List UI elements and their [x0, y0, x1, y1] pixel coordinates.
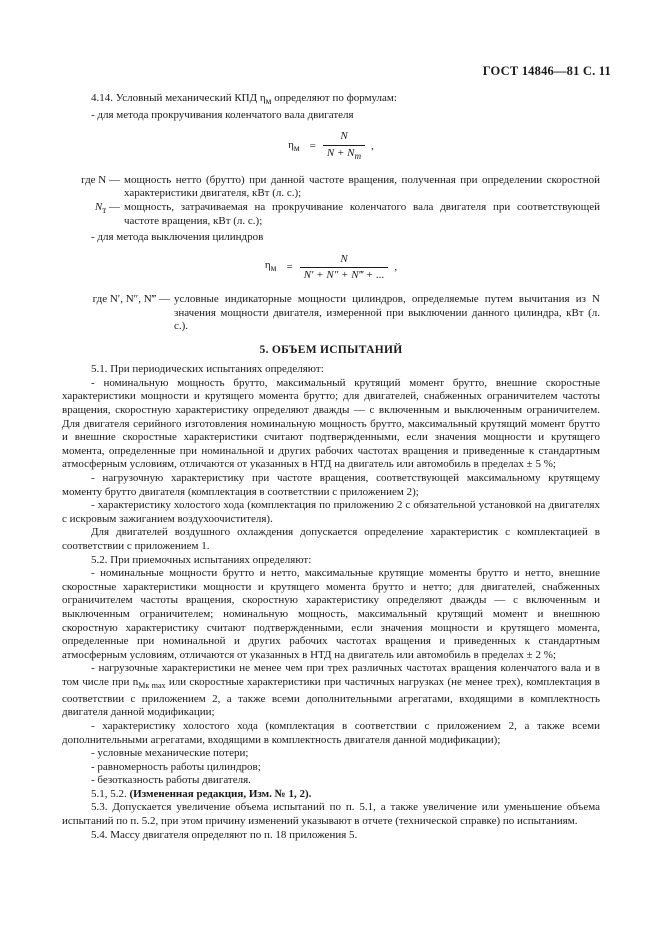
definition-Nt: $N_т$ — мощность, затрачиваемая на прокручивание коленчатого вала двигателя при соответствующей частоте вращения, кВт (л. с.); — [94, 200, 600, 227]
clause-5-1: 5.1. При периодических испытаниях определяют: — [91, 363, 324, 376]
clause-5-1-item-power: - номинальную мощность брутто, максимальный крутящий момент брутто, внешние скоростные характеристики мощности и крутящего момента брутто; для двигателей, снабженных ограничителем частоты вращения, скоростную характеристику определяют дважды — с включенным и выключенным ограничителем. Для двигателя серийного изготовления номинальную мощность брутто, максимальный крутящий момент брутто и внешние скоростные характеристики считают подтвержденными, если значения мощности и крутящего момента, определенные при номинальной и других рабочих частотах вращения и приведенные к стандартным атмосферным условиям, отличаются от указанных в НТД на двигатель или автомобиль в пределах ± 5 %; — [62, 376, 600, 471]
clause-5-2: 5.2. При приемочных испытаниях определяют: — [91, 553, 312, 566]
method-cylinders-item: - для метода выключения цилиндров — [91, 231, 264, 244]
clause-5-1-air-cooling: Для двигателей воздушного охлаждения допускается определение характеристик с комплектацией в соответствии с приложением 1. — [62, 526, 600, 552]
section-title: 5. ОБЪЕМ ИСПЫТАНИЙ — [259, 343, 403, 356]
definition-Ni: где N′, N″, N‴ — условные индикаторные мощности цилиндров, определяемые путем вычитания из N значения мощности двигателя, измеренной при выключении данного цилиндра, кВт (л. с.). — [92, 292, 600, 333]
definition-N: где N — мощность нетто (брутто) при данной частоте вращения, полученная при определении скоростной характеристики двигателя, кВт (л. с.); — [81, 173, 600, 200]
page-content — [62, 92, 600, 842]
clause-5-3: 5.3. Допускается увеличение объема испытаний по п. 5.1, а также увеличение или уменьшение объема испытаний по п. 5.2, при этом причину изменений указывают в отчете (технической справке) по испытаниям. — [62, 801, 600, 828]
clause-5-2-item-reliability: - безотказность работы двигателя. — [91, 774, 251, 787]
clause-5-2-item-load: - нагрузочные характеристики не менее чем при трех различных частотах вращения коленчатого вала и в том числе при $n_{Mк max}$ или скоростные характеристики при частичных нагрузках (не менее трех), комплектация в соответствии с приложением 2, а также всеми дополнительными агрегатами, входящими в комплектность двигателя данной модификации; — [62, 662, 600, 719]
clause-5-2-item-power: - номинальные мощности брутто и нетто, максимальные крутящие моменты брутто и нетто, внешние скоростные характеристики мощности и крутящего момента брутто и нетто; для двигателей, снабженных ограничителем частоты вращения, скоростную характеристику определяют дважды — с включенным и выключенным ограничителем; номинальную мощность, максимальный крутящий момент и внешнюю скоростную характеристику считают подтвержденными, если значения мощности и крутящего момента, определенные при номинальной и других рабочих частотах вращения и приведенных к стандартным атмосферным условиям, отличаются от указанных в НТД на двигатель или автомобиль в пределах ± 2 %; — [62, 567, 600, 661]
clause-5-2-item-losses: - условные механические потери; — [91, 747, 249, 760]
clause-5-1-item-load: - нагрузочную характеристику при частоте вращения, соответствующей максимальному крутящему моменту брутто двигателя (комплектация в соответствии с приложением 2); — [62, 472, 600, 498]
clause-5-2-item-idle: - характеристику холостого хода (комплектация в соответствии с приложением 2, а также всеми дополнительными агрегатами, входящими в комплектность двигателя данной модификации); — [62, 719, 600, 746]
clause-5-1-5-2-amendment: 5.1, 5.2. (Измененная редакция, Изм. № 1, 2). — [91, 787, 312, 800]
clause-5-1-item-idle: - характеристику холостого хода (комплектация по приложению 2 с обязательной установкой на двигателях с искровым зажиганием воздухоочистителя). — [62, 499, 600, 525]
clause-5-4: 5.4. Массу двигателя определяют по п. 18 приложения 5. — [91, 828, 358, 841]
clause-5-2-item-uniformity: - равномерность работы цилиндров; — [91, 760, 261, 773]
formula-1: $\eta_м$ = $\frac{N}{N + N_т}$ , — [62, 130, 600, 163]
page-header: ГОСТ 14846—81 С. 11 — [482, 64, 611, 78]
clause-4-14: 4.14. Условный механический КПД $\eta_м$ определяют по формулам: — [91, 92, 397, 107]
method-crank-item: - для метода прокручивания коленчатого вала двигателя — [91, 108, 354, 121]
formula-2: $\eta_м$ = $\frac{N}{N' + N'' + N‴ + ...}$ , — [264, 252, 398, 282]
